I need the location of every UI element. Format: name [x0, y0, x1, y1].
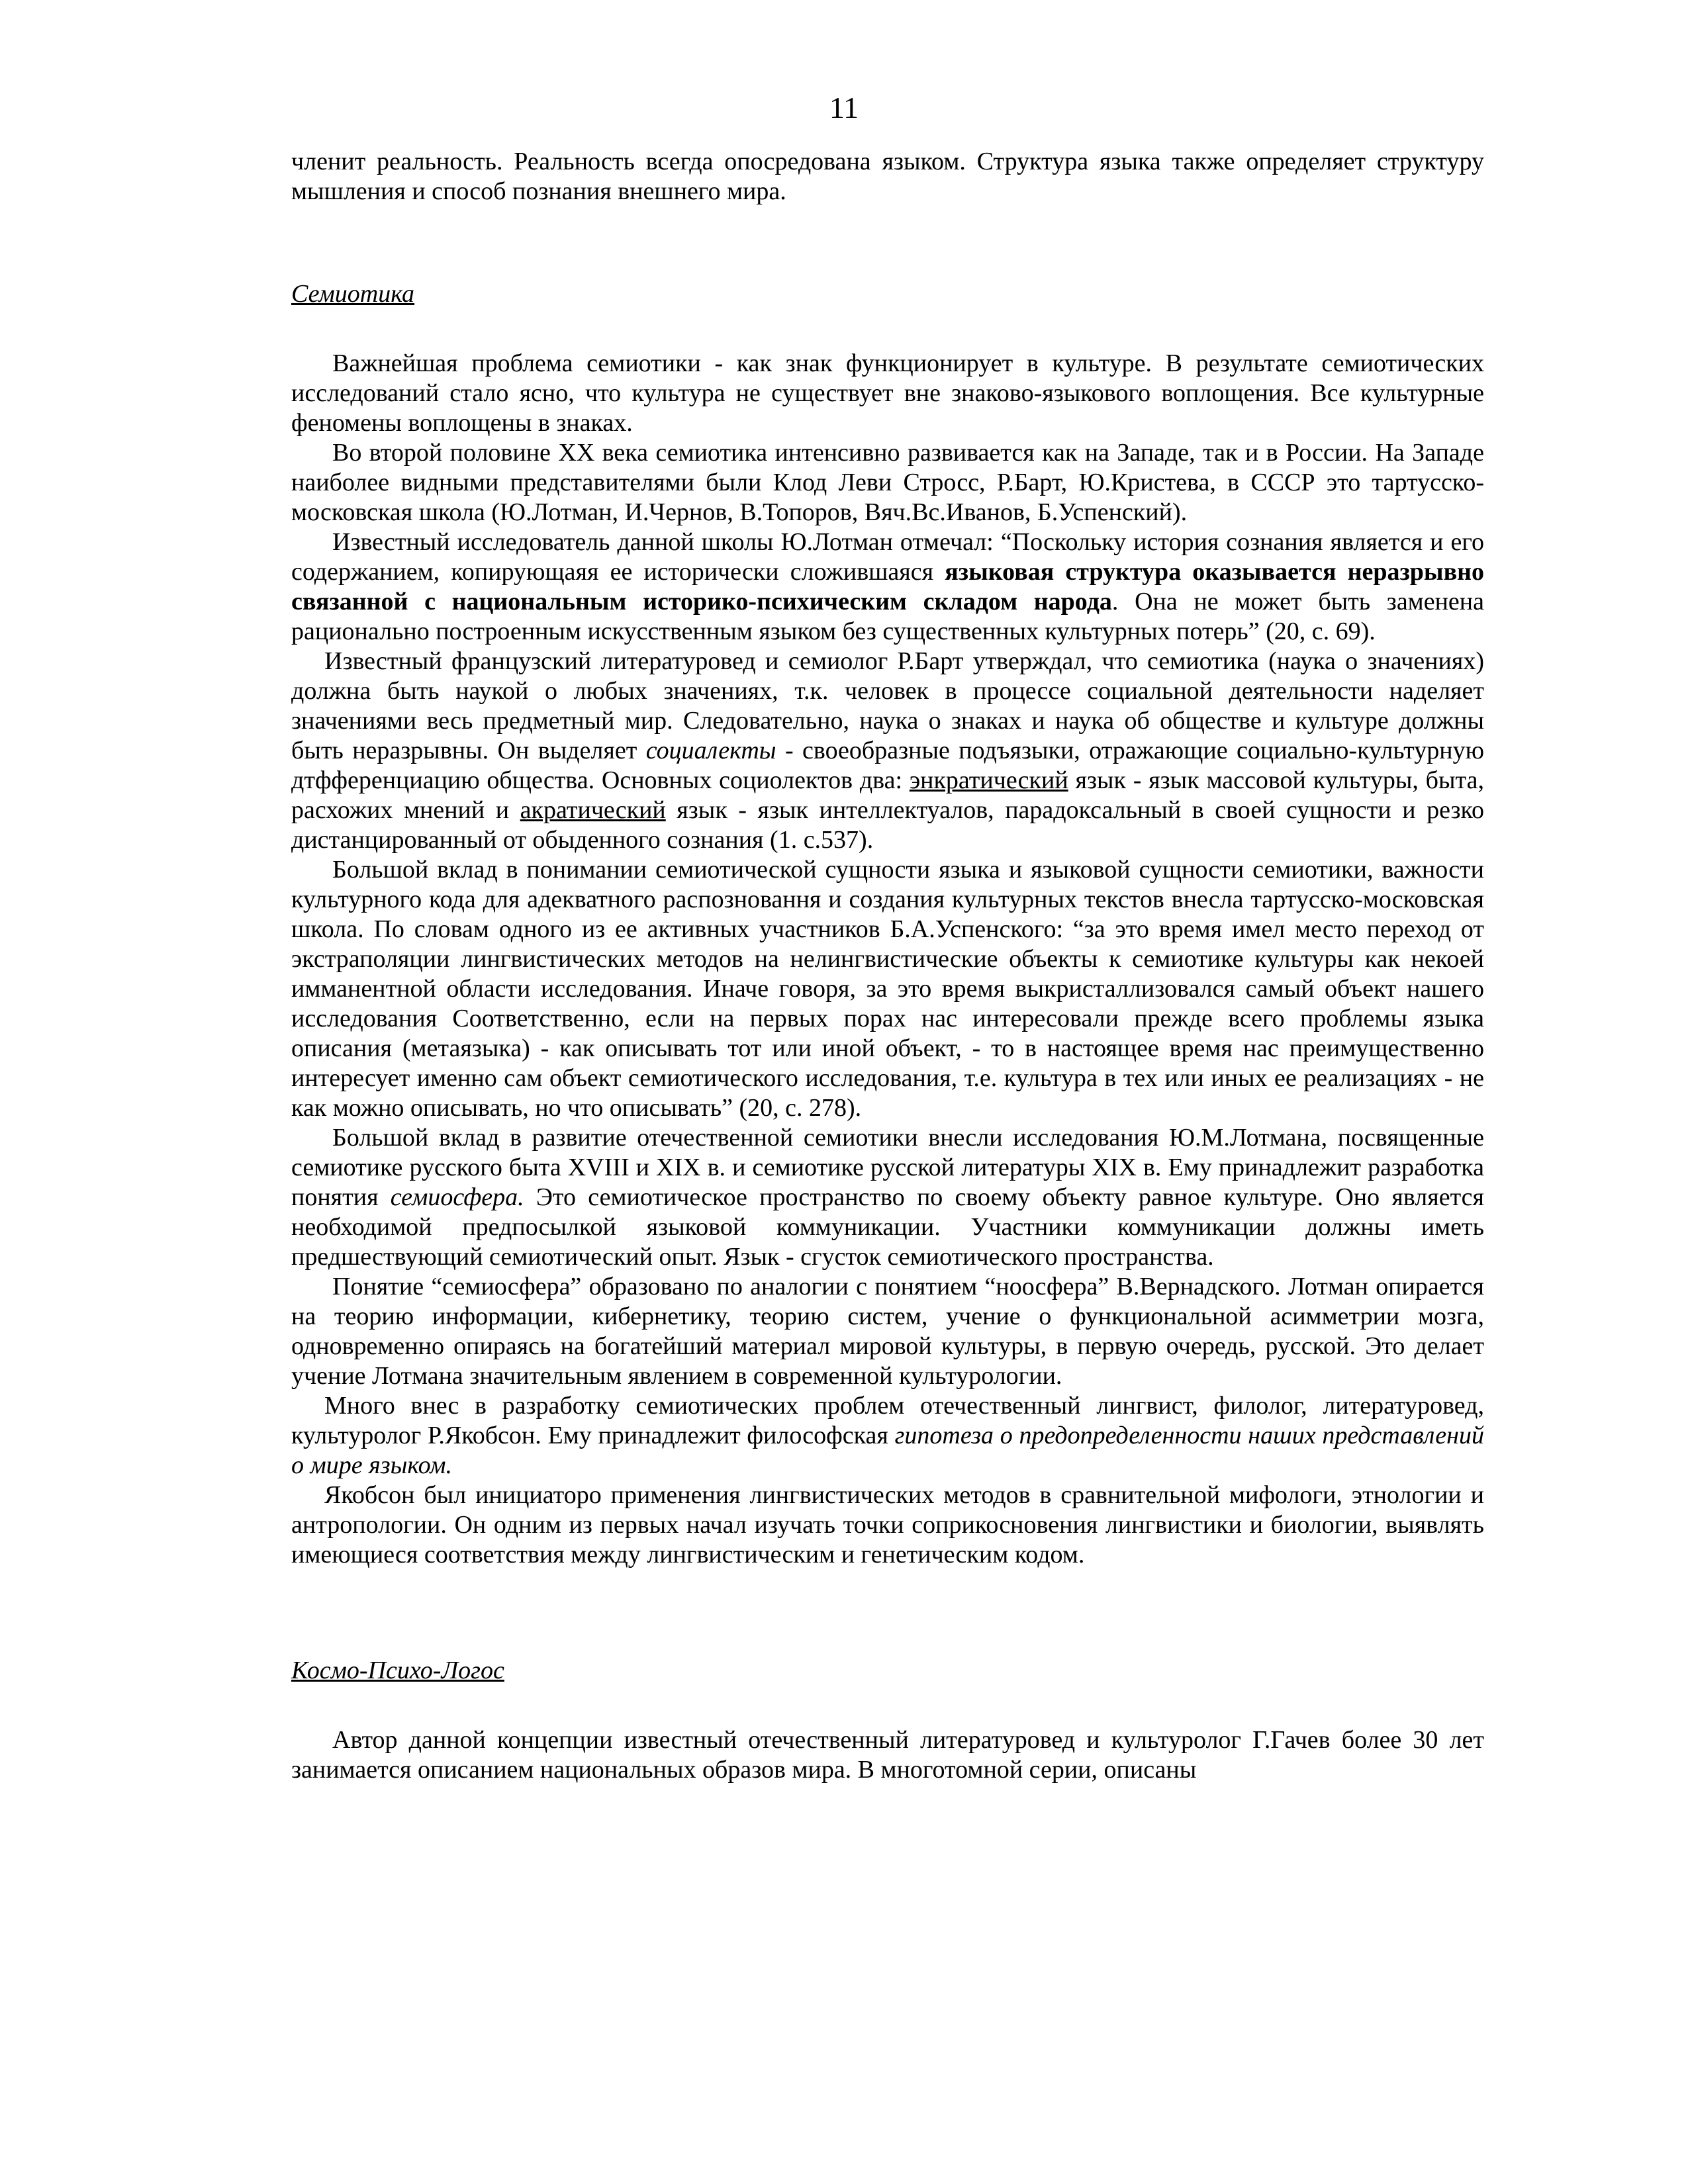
section-heading-kosmo-psycho-logos: Космо-Психо-Логос [291, 1657, 504, 1684]
paragraph-2: Во второй половине XX века семиотика интенсивно развивается как на Западе, так и в России. На Западе наиболее видными представителями были Клод Леви Стросс, Р.Барт, Ю.Кристева, в СССР это тартусско-московская школа (Ю.Лотман, И.Чернов, В.Топоров, Вяч.Вс.Иванов, Б.Успенский). [291, 439, 1484, 526]
paragraph-8-text-a: Много внес в разработку семиотических проблем отечественный лингвист, филолог, литературовед, культуролог Р.Якобсон. Ему принадлежит философская [291, 1392, 1484, 1449]
paragraph-8-italic-hypothesis: гипотеза о предопределенности наших представлений о мире языком. [291, 1422, 1484, 1479]
paragraph-4-underlined-encratic: энкратический [909, 766, 1068, 794]
page-content [291, 147, 1484, 1785]
paragraph-4 [291, 647, 1484, 855]
section-heading-semiotics: Семиотика [291, 280, 415, 308]
paragraph-4-text-g: язык - язык интеллектуалов, парадоксальный в своей сущности и резко дистанцированный от обыденного сознания (1. с.537). [291, 796, 1484, 854]
paragraph-7: Понятие “семиосфера” образовано по аналогии с понятием “ноосфера” В.Вернадского. Лотман опирается на теорию информации, кибернетику, теорию систем, учение о функциональной асимметрии мозга, одновременно опираясь на богатейший материал мировой культуры, в первую очередь, русской. Это делает учение Лотмана значительным явлением в современной культурологии. [291, 1273, 1484, 1390]
paragraph-4-text-e: язык - язык массовой культуры, быта, расхожих мнений и [291, 766, 1484, 824]
paragraph-4-italic-sociolects: социалекты [645, 737, 776, 764]
paragraph-4-underlined-acratic: акратический [520, 796, 666, 824]
paragraph-1: Важнейшая проблема семиотики - как знак функционирует в культуре. В результате семиотических исследований стало ясно, что культура не существует вне знаково-языкового воплощения. Все культурные феномены воплощены в знаках. [291, 349, 1484, 437]
paragraph-4-text-c: - своеобразные подъязыки, отражающие социально-культурную дтфференциацию общества. Основных социолектов два: [291, 737, 1484, 794]
paragraph-3-bold: языковая структура оказывается неразрывно связанной с национальным историко-психическим складом народа [291, 558, 1484, 615]
paragraph-5: Большой вклад в понимании семиотической сущности языка и языковой сущности семиотики, важности культурного кода для адекватного распозновання и создания культурных текстов внесла тартусско-московская школа. По словам одного из ее активных участников Б.А.Успенского: “за это время имел место переход от экстраполяции лингвистических методов на нелингвистические объекты к семиотике культуры как некоей имманентной области исследования. Иначе говоря, за это время выкристаллизовался самый объект нашего исследования Соответственно, если на первых порах нас интересовали прежде всего проблемы языка описания (метаязыка) - как описывать тот или иной объект, - то в настоящее время нас преимущественно интересует именно сам объект семиотического исследования, т.е. культура в тех или иных ее реализациях - не как можно описывать, но что описывать” (20, с. 278). [291, 856, 1484, 1122]
paragraph-3 [291, 527, 1484, 647]
page-number: 11 [829, 91, 859, 124]
paragraph-3-text-c: . Она не может быть заменена рационально построенным искусственным языком без существенных культурных потерь” (20, с. 69). [291, 588, 1484, 645]
paragraph-6-italic-semiosphere: семиосфера. [390, 1183, 524, 1211]
paragraph-9: Якобсон был инициаторо применения лингвистических методов в сравнительной мифологи, этнологии и антропологии. Он одним из первых начал изучать точки соприкосновения лингвистики и биологии, выявлять имеющиеся соответствия между лингвистическим и генетическим кодом. [291, 1481, 1484, 1569]
intro-paragraph: членит реальность. Реальность всегда опосредована языком. Структура языка также определяет структуру мышления и способ познания внешнего мира. [291, 148, 1484, 205]
paragraph-6 [291, 1123, 1484, 1272]
paragraph-4-text-a: Известный французский литературовед и семиолог Р.Барт утверждал, что семиотика (наука о значениях) должна быть наукой о любых значениях, т.к. человек в процессе социальной деятельности наделяет значениями весь предметный мир. Следовательно, наука о знаках и наука об обществе и культуре должны быть неразрывны. Он выделяет [291, 647, 1484, 764]
paragraph-8 [291, 1391, 1484, 1480]
paragraph-6-text-c: Это семиотическое пространство по своему объекту равное культуре. Оно является необходимой предпосылкой языковой коммуникации. Участники коммуникации должны иметь предшествующий семиотический опыт. Язык - сгусток семиотического пространства. [291, 1183, 1484, 1271]
paragraph-6-text-a: Большой вклад в развитие отечественной семиотики внесли исследования Ю.М.Лотмана, посвященные семиотике русского быта XVIII и XIX в. и семиотике русской литературы XIX в. Ему принадлежит разработка понятия [291, 1124, 1484, 1211]
paragraph-10: Автор данной концепции известный отечественный литературовед и культуролог Г.Гачев более 30 лет занимается описанием национальных образов мира. В многотомной серии, описаны [291, 1726, 1484, 1784]
paragraph-3-text-a: Известный исследователь данной школы Ю.Лотман отмечал: “Поскольку история сознания является и его содержанием, копирующаяя ее исторически сложившаяся [291, 528, 1484, 586]
